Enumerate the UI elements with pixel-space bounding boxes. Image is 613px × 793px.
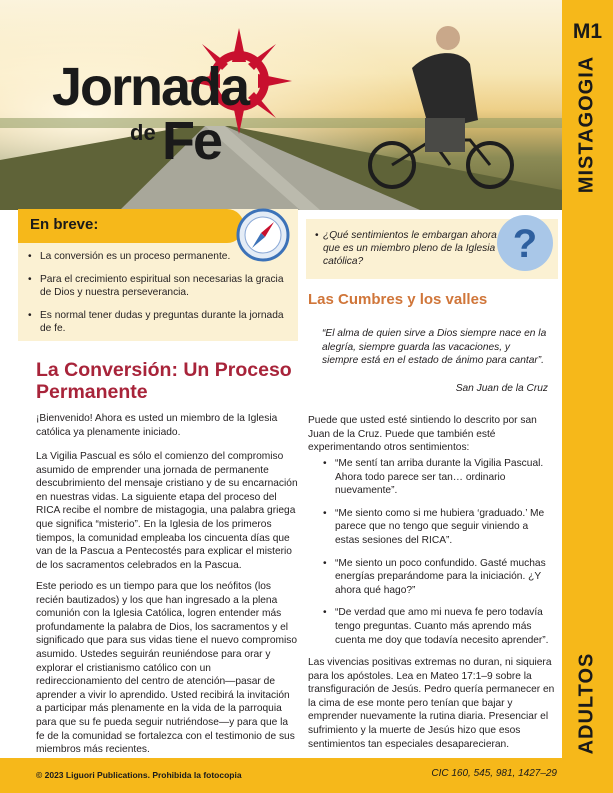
header-photo — [0, 0, 562, 210]
page-title: La Conversión: Un Proceso Permanente — [36, 359, 292, 403]
list-item: • Para el crecimiento espiritual son necesarias la gracia de Dios y nuestra perseverancia. — [28, 273, 286, 300]
logo-word-de: de — [130, 120, 156, 145]
list-item: • Es normal tener dudas y preguntas durante la jornada de fe. — [28, 309, 286, 336]
section-heading-cumbres: Las Cumbres y los valles — [308, 291, 488, 308]
list-item: • “Me siento como si me hubiera ‘graduado.’ Me parece que no tengo que seguir viniendo a estas sesiones del RICA”. — [323, 507, 555, 548]
list-item: • La conversión es un proceso permanente. — [28, 250, 286, 264]
summary-list — [28, 250, 286, 345]
module-code: M1 — [572, 20, 603, 43]
main-paragraph-1: ¡Bienvenido! Ahora es usted un miembro de la Iglesia católica ya plenamente iniciado. — [36, 413, 278, 438]
question-text-block — [315, 229, 505, 268]
logo-word-jornada: Jornada — [52, 57, 249, 117]
question-text: ¿Qué sentimientos le embargan ahora que es un miembro pleno de la Iglesia católica? — [323, 230, 497, 267]
cumbres-closing-paragraph: Las vivencias positivas extremas no duran, ni siquiera para los apóstoles. Lea en Mateo 17:1–9 sobre la transfiguración de Jesús. Pedro quería permanecer en la cima de ese monte pero tenían que bajar y emprender nuevamente la rutina diaria. Presenciar el sufrimiento y la muerte de Jesús hizo que esos sentimientos tan especiales desaparecieran. — [308, 657, 555, 750]
list-item: • “Me siento un poco confundido. Gasté muchas energías preparándome para la iniciación. ¿Y ahora qué hago?” — [323, 557, 555, 598]
cumbres-intro-paragraph: Puede que usted esté sintiendo lo descrito por san Juan de la Cruz. Puede que también esté experimentando otros sentimientos: — [308, 415, 537, 454]
copyright-text: © 2023 Liguori Publications. Prohibida la fotocopia — [36, 770, 242, 780]
logo-word-fe: Fe — [162, 111, 222, 171]
question-bullet: • — [315, 230, 319, 241]
list-item: • “Me sentí tan arriba durante la Vigilia Pascual. Ahora todo parece ser tan… ordinario nuevamente”. — [323, 457, 555, 498]
question-mark-icon — [495, 213, 555, 273]
quote-author: San Juan de la Cruz — [455, 383, 548, 394]
main-paragraph-2: La Vigilia Pascual es sólo el comienzo del compromiso asumido de emprender una jornada de permanente descubrimiento del mensaje cristiano y de su encarnación en nuestras vidas. La siguiente etapa del proceso del RICA recibe el nombre de mistagogia, una palabra griega que significa “misterio”. En la Iglesia de los primeros tiempos, la comunidad empleaba los cincuenta días que van de la Pascua a Pentecostés para explicar el misterio de los sacramentos celebrados en la Pascua. — [36, 451, 298, 571]
svg-text:?: ? — [512, 222, 538, 266]
audience-label-adultos: ADULTOS — [575, 652, 598, 755]
feelings-list — [323, 457, 555, 656]
catechism-reference: CIC 160, 545, 981, 1427–29 — [431, 768, 557, 779]
main-paragraph-3: Este periodo es un tiempo para que los neófitos (los recién bautizados) y los que han ingresado a la plena comunión con la Iglesia Católica, logren entender más profundamente la palabra de Dios, los sacramentos y el significado que para sus vidas tiene el nuevo compromiso asumido. Ustedes seguirán reuniéndose para orar y explorar el cristianismo católico con un redireccionamiento del centro de atención—pasar de aprender a vivir lo aprendido. Usted recibirá la invitación a participar más plenamente en la vida de la parroquia para que su fe pueda seguir nutriéndose—y para que la fe de la comunidad se fortalezca con el testimonio de sus miembros más recientes. — [36, 581, 298, 756]
list-item: • “De verdad que amo mi nueva fe pero todavía tengo preguntas. Cuanto más aprendo más cuenta me doy que todavía necesito aprender”. — [323, 606, 555, 647]
summary-title: En breve: — [30, 216, 99, 233]
section-label-mistagogia: MISTAGOGIA — [575, 55, 598, 194]
quote-text: “El alma de quien sirve a Dios siempre nace en la alegría, siempre guarda las vacaciones, y siempre está en el estado de ánimo para cantar”. — [322, 328, 547, 367]
